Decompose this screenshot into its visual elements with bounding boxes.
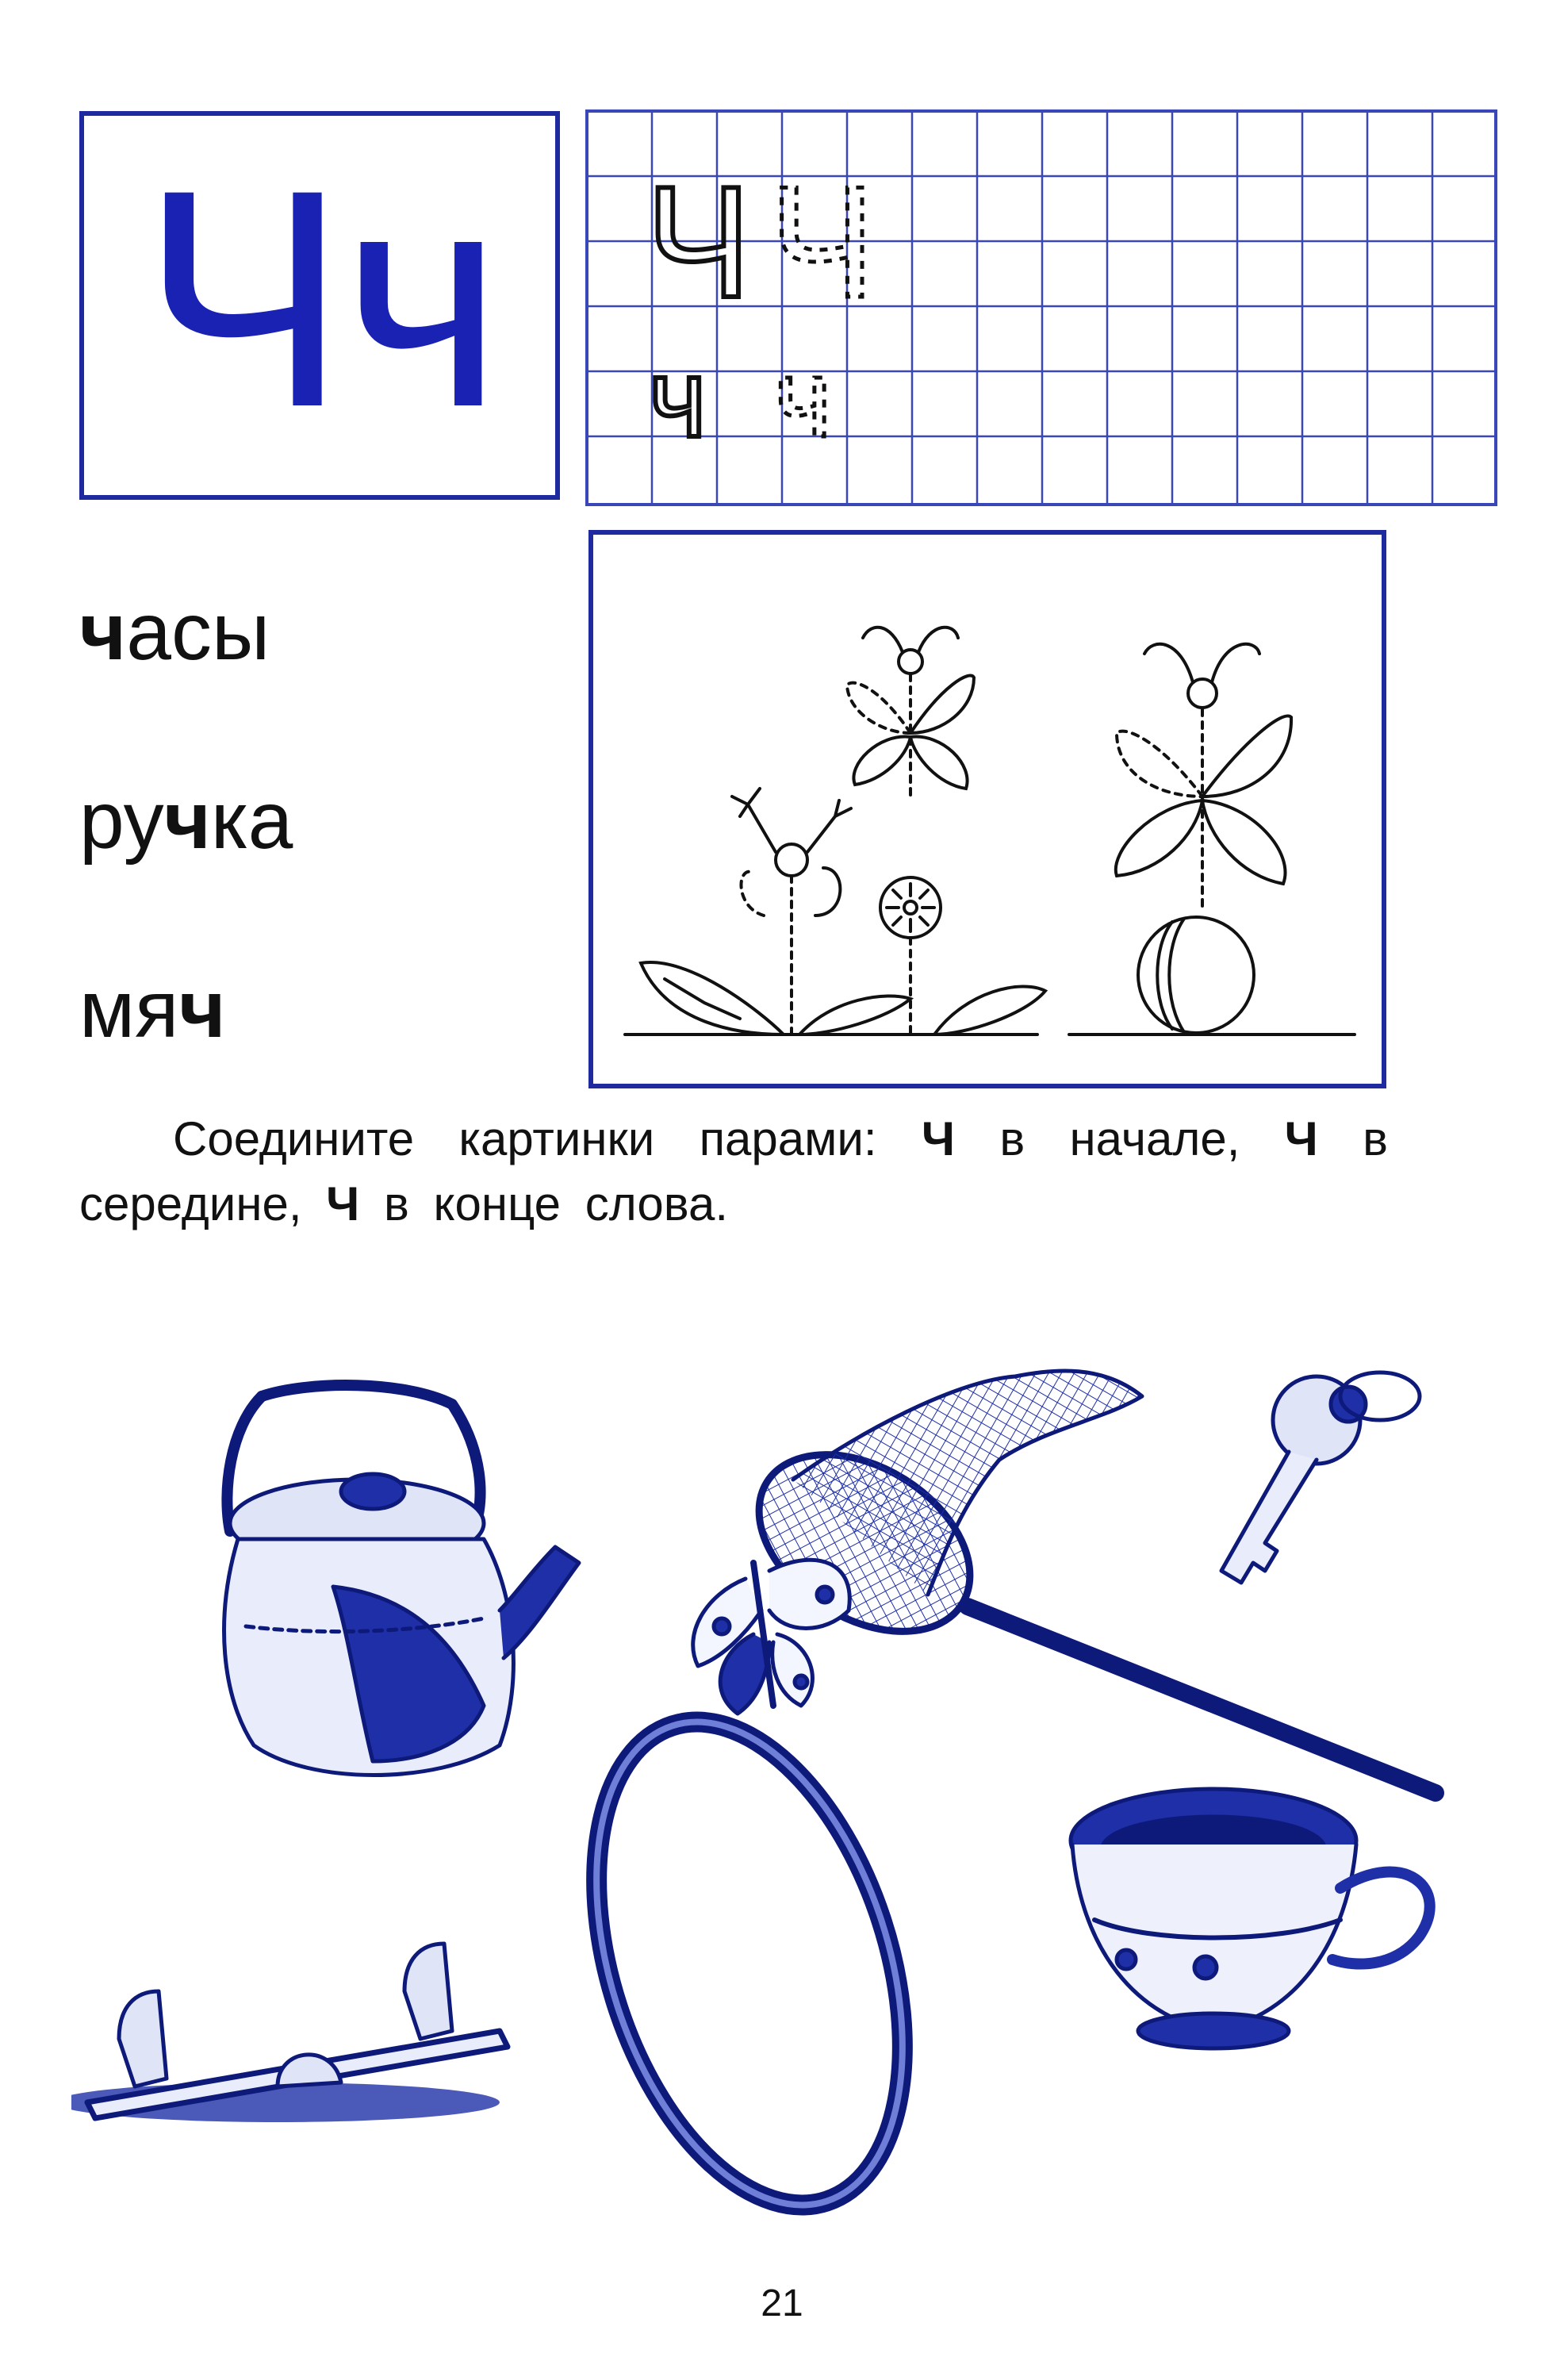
word-myach: мяч (79, 964, 226, 1054)
butterfly-icon (693, 1560, 850, 1714)
seesaw-icon (71, 1944, 508, 2122)
flower-icon (880, 877, 1045, 1035)
letter-title: Чч (140, 125, 499, 471)
butterfly-icon (1116, 644, 1291, 908)
trace-row2-solid: ч (649, 336, 707, 460)
butterfly-icon (847, 628, 974, 797)
teapot-icon (224, 1385, 579, 1775)
trace-row1-solid: Ч (646, 154, 752, 331)
page-number: 21 (761, 2282, 803, 2324)
word-chasy: часы (79, 586, 270, 677)
instruction-text: Соедините картинки парами: Ч в начале, Ч в середине, Ч в конце слова. (79, 1112, 1389, 1230)
word-list (79, 587, 293, 1154)
word-ruchka: ручка (79, 775, 293, 866)
hoop-icon (540, 1683, 959, 2244)
tracing-picture-box (588, 530, 1386, 1088)
key-icon (1221, 1372, 1420, 1583)
trace-row1-dotted: Ч (769, 154, 876, 331)
flower-icon (641, 789, 910, 1035)
letter-card (79, 111, 560, 500)
tracing-grid (585, 109, 1497, 506)
ball-icon (1138, 917, 1254, 1033)
trace-row2-dotted: ч (774, 336, 832, 460)
tracing-picture (593, 535, 1382, 1084)
illustrations (71, 1333, 1499, 2253)
teacup-icon (1071, 1789, 1430, 2048)
